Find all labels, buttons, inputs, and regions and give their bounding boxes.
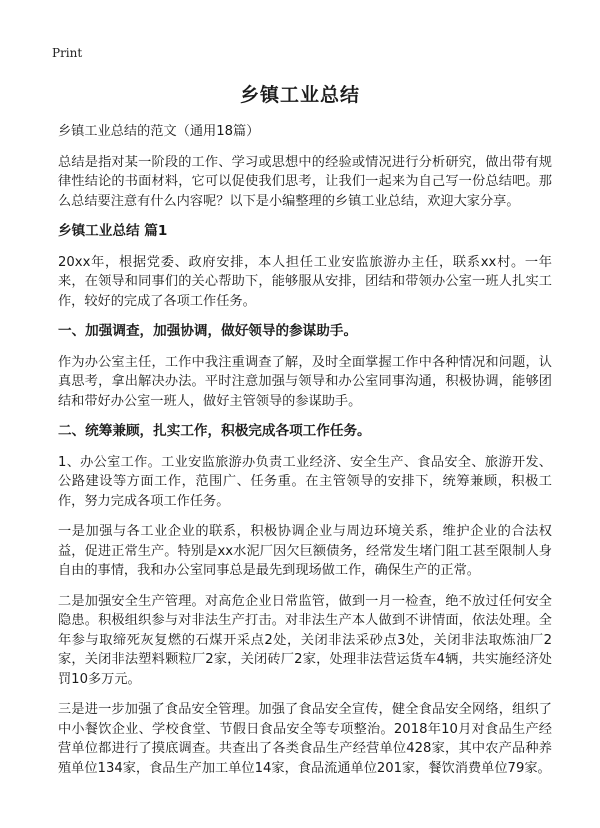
- paragraph-3: 1、办公室工作。工业安监旅游办负责工业经济、安全生产、食品安全、旅游开发、公路建设等方面工作，范围广、任务重。在主管领导的安排下，统筹兼顾，积极工作，努力完成各项工作任务。: [58, 454, 552, 509]
- document-subtitle: 乡镇工业总结的范文（通用18篇）: [58, 124, 260, 139]
- section-heading-1: 一、加强调查，加强协调，做好领导的参谋助手。: [58, 323, 358, 339]
- paragraph-1: 20xx年，根据党委、政府安排，本人担任工业安监旅游办主任，联系xx村。一年来，在领导和同事们的关心帮助下，能够服从安排，团结和带领办公室一班人扎实工作，较好的完成了各项工作任务。: [58, 254, 552, 309]
- section-heading-2: 二、统筹兼顾，扎实工作，积极完成各项工作任务。: [58, 423, 371, 439]
- page-title: 乡镇工业总结: [239, 84, 360, 106]
- paragraph-2: 作为办公室主任，工作中我注重调查了解，及时全面掌握工作中各种情况和问题，认真思考，拿出解决办法。平时注意加强与领导和办公室同事沟通，积极协调，能够团结和带好办公室一班人，做好主管领导的参谋助手。: [58, 354, 552, 409]
- print-link[interactable]: Print: [52, 46, 83, 60]
- paragraph-4: 一是加强与各工业企业的联系，积极协调企业与周边环境关系，维护企业的合法权益，促进正常生产。特别是xx水泥厂因欠巨额债务，经常发生堵门阻工甚至限制人身自由的事情，我和办公室同事总是最先到现场做工作，确保生产的正常。: [58, 524, 552, 578]
- paragraph-6: 三是进一步加强了食品安全管理。加强了食品安全宣传，健全食品安全网络，组织了中小餐饮企业、学校食堂、节假日食品安全等专项整治。2018年10月对食品生产经营单位都进行了摸底调查。共查出了各类食品生产经营单位428家，其中农产品种养殖单位134家，食品生产加工单位14家，食品流通单位201家，餐饮消费单位79家。: [58, 702, 552, 776]
- paragraph-5: 二是加强安全生产管理。对高危企业日常监管，做到一月一检查，绝不放过任何安全隐患。积极组织参与对非法生产打击。对非法生产本人做到不讲情面，依法处理。全年参与取缔死灰复燃的石煤开采点2处，关闭非法采砂点3处，关闭非法取炼油厂2家，关闭非法塑料颗粒厂2家，关闭砖厂2家，处理非法营运货车4辆，共实施经济处罚10多万元。: [58, 593, 552, 687]
- article-heading: 乡镇工业总结 篇1: [58, 223, 168, 239]
- document-body: [58, 122, 552, 789]
- intro-paragraph: 总结是指对某一阶段的工作、学习或思想中的经验或情况进行分析研究，做出带有规律性结论的书面材料，它可以促使我们思考，让我们一起来为自己写一份总结吧。那么总结要注意有什么内容呢？以下是小编整理的乡镇工业总结，欢迎大家分享。: [58, 154, 552, 209]
